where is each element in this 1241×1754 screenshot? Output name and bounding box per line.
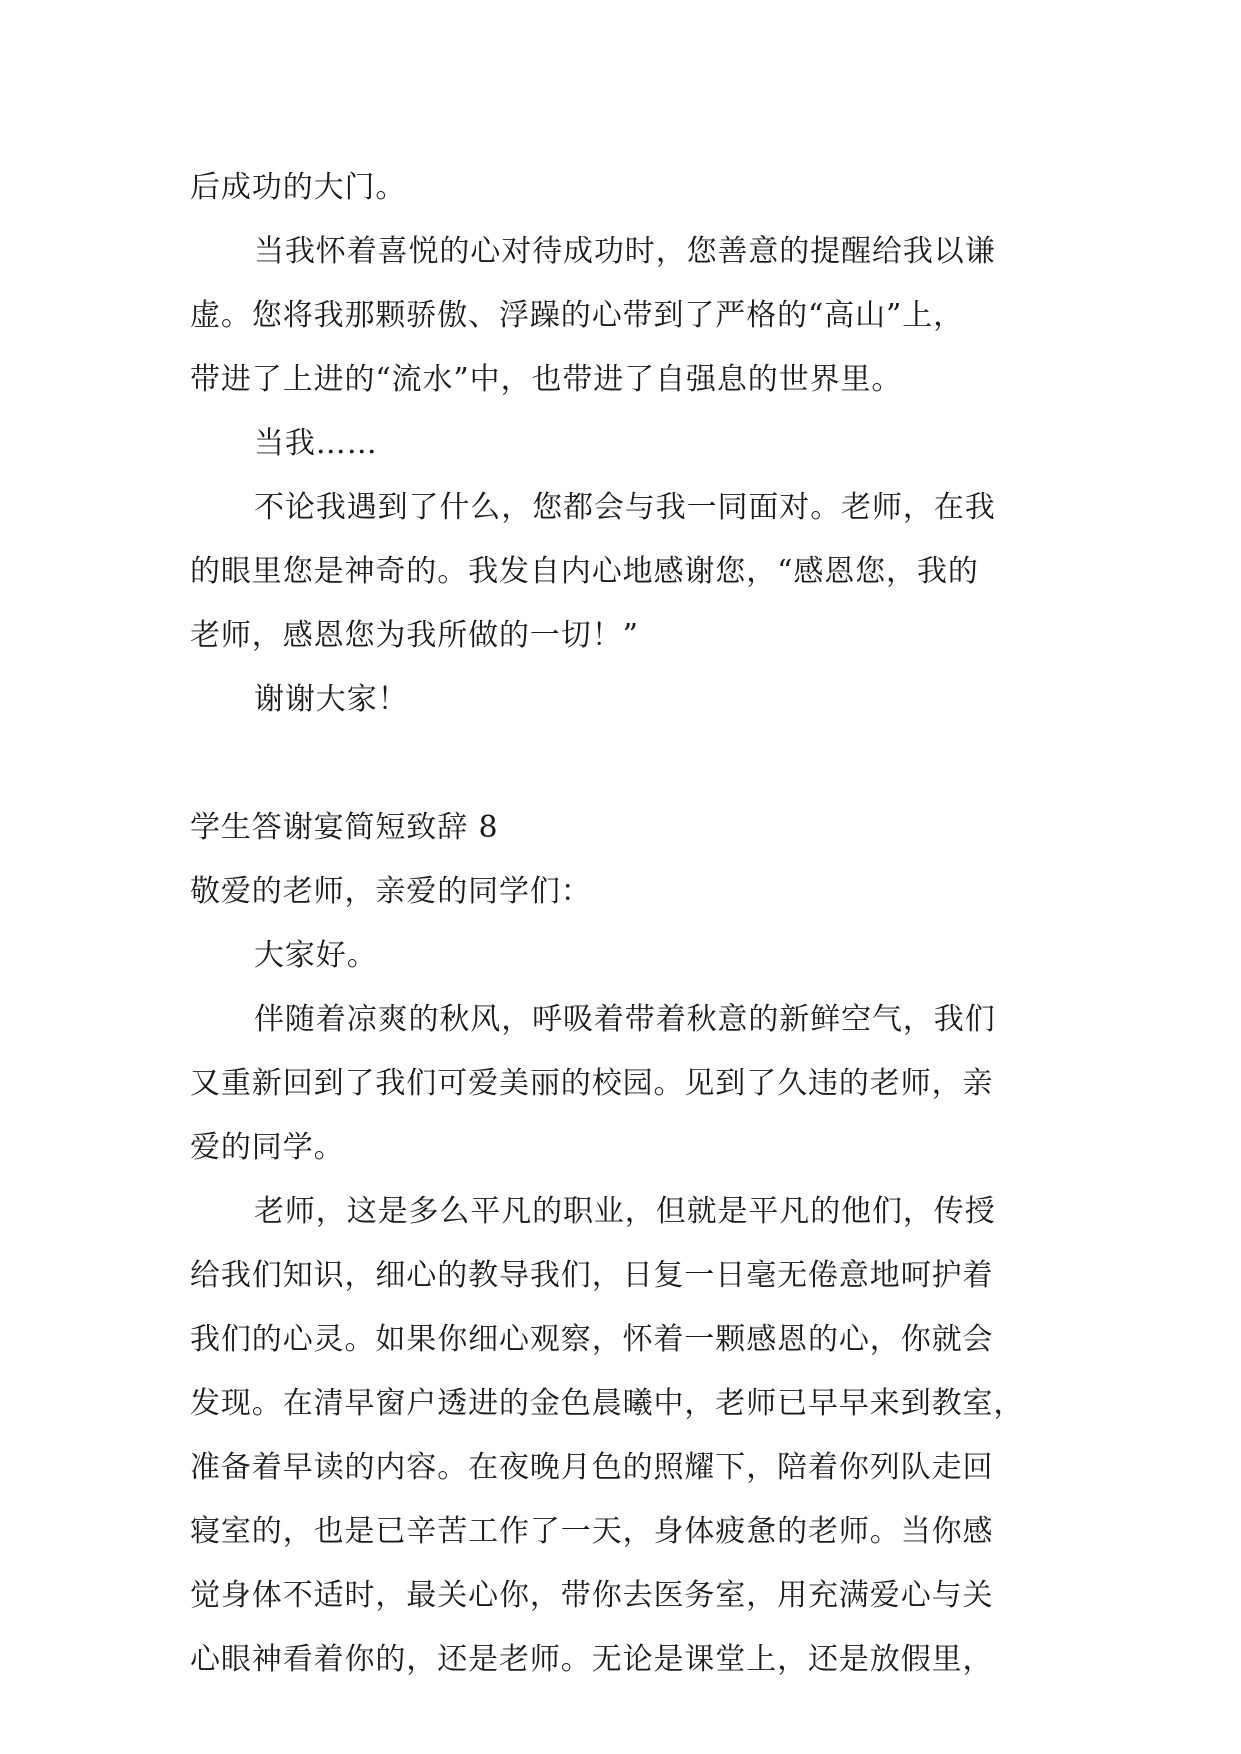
section-heading: 学生答谢宴简短致辞 8 [190, 810, 499, 845]
paragraph-line: 老师，这是多么平凡的职业，但就是平凡的他们，传授 [254, 1194, 996, 1229]
paragraph-line: 大家好。 [254, 938, 378, 973]
paragraph-line: 寝室的，也是已辛苦工作了一天，身体疲惫的老师。当你感 [190, 1514, 994, 1549]
paragraph-line: 谢谢大家！ [254, 682, 409, 717]
paragraph-line: 伴随着凉爽的秋风，呼吸着带着秋意的新鲜空气，我们 [254, 1002, 996, 1037]
paragraph-line: 心眼神看着你的，还是老师。无论是课堂上，还是放假里， [190, 1642, 994, 1677]
section-spacer [190, 732, 1060, 796]
paragraph-line: 准备着早读的内容。在夜晚月色的照耀下，陪着你列队走回 [190, 1450, 994, 1485]
paragraph-line: 的眼里您是神奇的。我发自内心地感谢您，“感恩您，我的 [190, 554, 979, 589]
paragraph-line: 发现。在清早窗户透进的金色晨曦中，老师已早早来到教室， [190, 1386, 1025, 1421]
paragraph-line: 觉身体不适时，最关心你，带你去医务室，用充满爱心与关 [190, 1578, 994, 1613]
paragraph-line: 不论我遇到了什么，您都会与我一同面对。老师，在我 [254, 490, 996, 525]
paragraph-line: 给我们知识，细心的教导我们，日复一日毫无倦意地呵护着 [190, 1258, 994, 1293]
document-body [190, 156, 1060, 1692]
paragraph-line: 又重新回到了我们可爱美丽的校园。见到了久违的老师，亲 [190, 1066, 994, 1101]
paragraph-line: 我们的心灵。如果你细心观察，怀着一颗感恩的心，你就会 [190, 1322, 994, 1357]
paragraph-line: 老师，感恩您为我所做的一切！” [190, 618, 639, 653]
paragraph-line: 当我怀着喜悦的心对待成功时，您善意的提醒给我以谦 [254, 234, 996, 269]
paragraph-line: 带进了上进的“流水”中，也带进了自强息的世界里。 [190, 362, 903, 397]
paragraph-line: 虚。您将我那颗骄傲、浮躁的心带到了严格的“高山”上， [190, 298, 965, 333]
paragraph-line: 后成功的大门。 [190, 170, 407, 205]
paragraph-line: 当我…… [254, 426, 378, 461]
paragraph-line: 爱的同学。 [190, 1130, 345, 1165]
salutation-line: 敬爱的老师，亲爱的同学们： [190, 874, 592, 909]
